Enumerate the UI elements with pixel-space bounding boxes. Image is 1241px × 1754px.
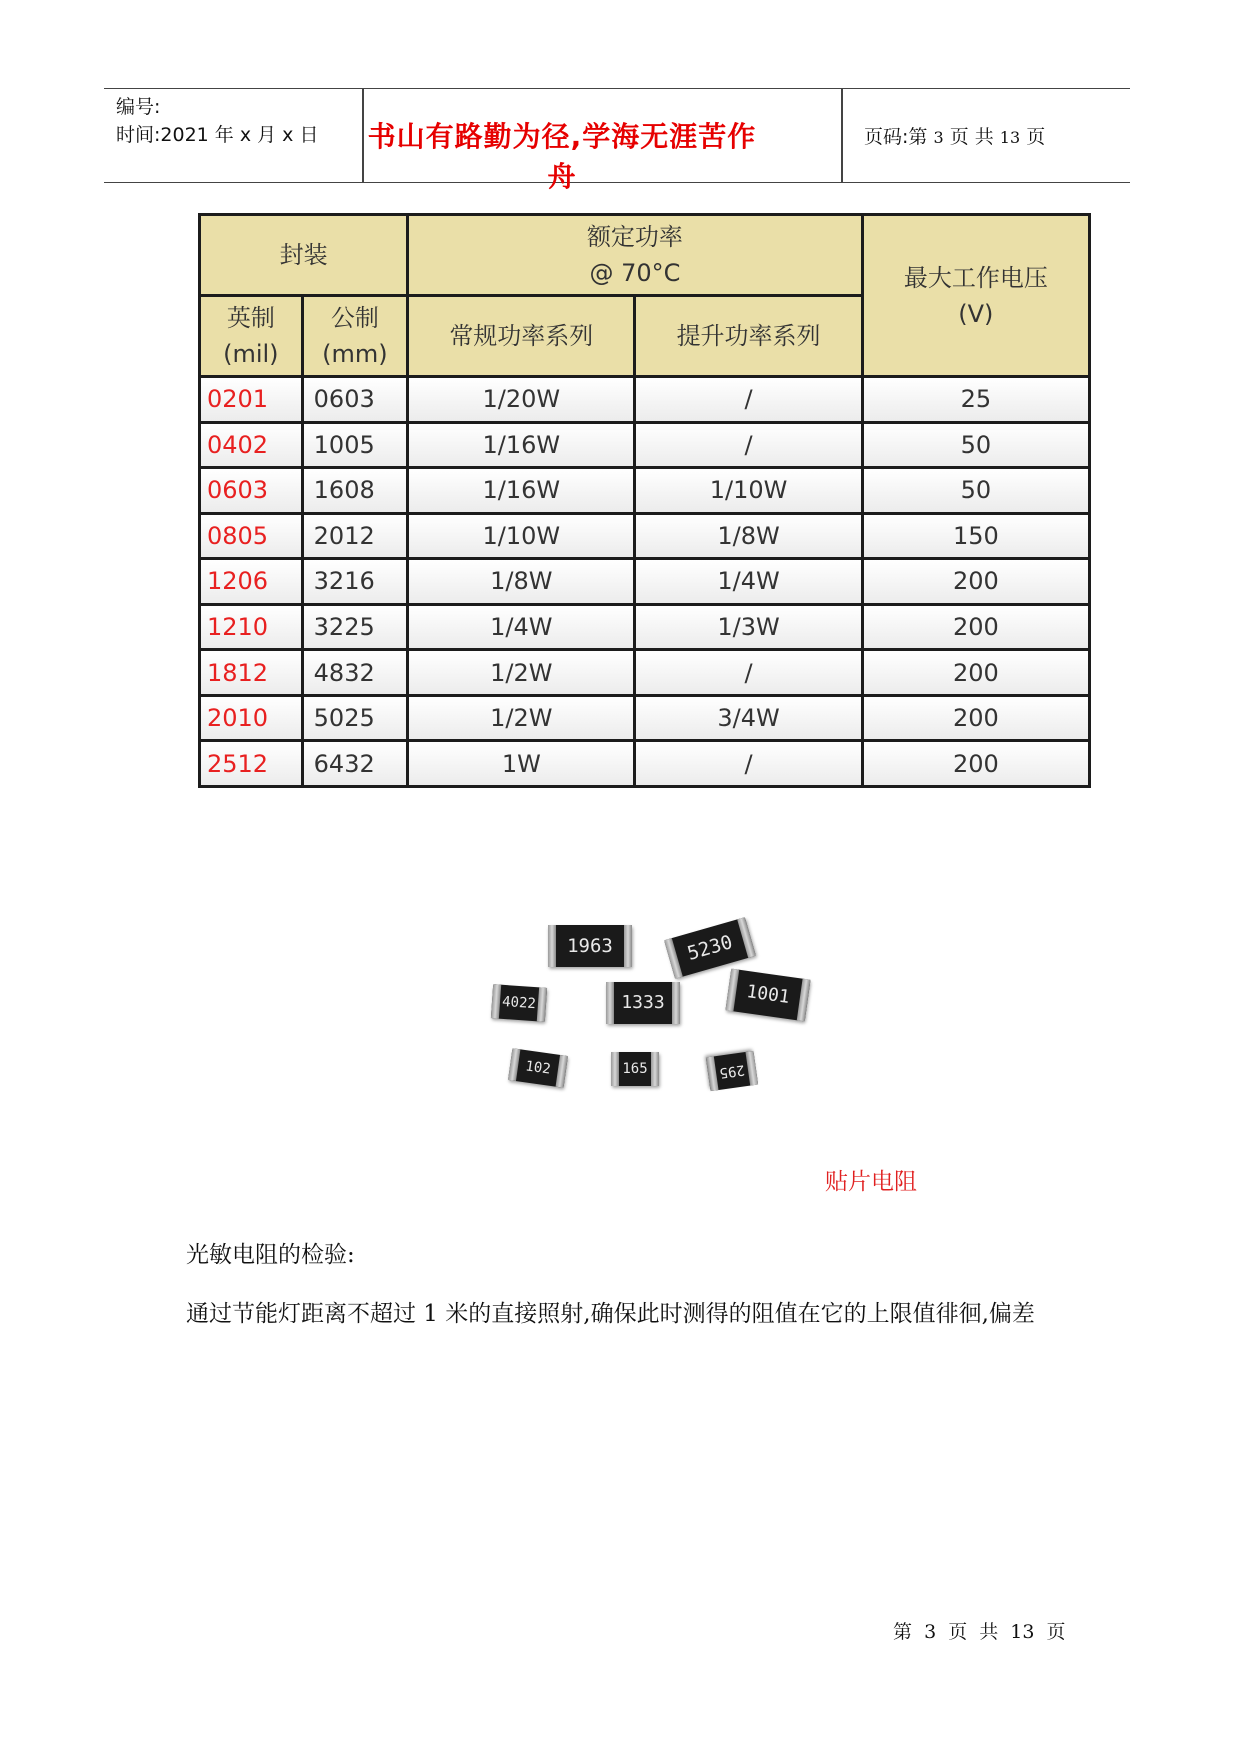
- cell-imperial: 1210: [201, 606, 301, 649]
- footer-page-total: 13: [1010, 1621, 1035, 1643]
- table-row: [201, 378, 1088, 421]
- header-metric-unit: (mm): [322, 340, 388, 368]
- header-metric: [304, 297, 407, 375]
- cell-normal-power: 1/10W: [409, 515, 633, 558]
- header-page-mid: 页 共: [949, 126, 994, 148]
- cell-metric: 3216: [304, 560, 407, 603]
- table-row: [201, 651, 1088, 694]
- smd-resistor-chip: 295: [706, 1051, 758, 1091]
- header-imperial-unit: (mil): [223, 340, 279, 368]
- body-paragraph: 通过节能灯距离不超过 1 米的直接照射,确保此时测得的阻值在它的上限值徘徊,偏差: [186, 1301, 1035, 1327]
- resistor-spec-table: [198, 213, 1091, 788]
- header-page-current: 3: [933, 128, 944, 147]
- cell-imperial: 0201: [201, 378, 301, 421]
- cell-boost-power: 3/4W: [636, 697, 860, 740]
- footer-prefix: 第: [893, 1621, 913, 1643]
- footer-page-current: 3: [924, 1621, 937, 1643]
- cell-boost-power: 1/8W: [636, 515, 860, 558]
- table-row: [201, 424, 1088, 467]
- cell-imperial: 1812: [201, 651, 301, 694]
- cell-voltage: 200: [864, 651, 1088, 694]
- cell-boost-power: 1/10W: [636, 469, 860, 512]
- cell-voltage: 50: [864, 424, 1088, 467]
- cell-metric: 1005: [304, 424, 407, 467]
- smd-resistor-chip: 1333: [606, 982, 680, 1024]
- smd-resistor-chip: 102: [508, 1048, 568, 1087]
- header-divider-left: [362, 89, 364, 182]
- table-row: [201, 697, 1088, 740]
- cell-normal-power: 1/4W: [409, 606, 633, 649]
- cell-normal-power: 1/8W: [409, 560, 633, 603]
- cell-boost-power: 1/4W: [636, 560, 860, 603]
- header-package: 封装: [201, 216, 406, 294]
- cell-imperial: 0805: [201, 515, 301, 558]
- page-header: [104, 88, 1130, 193]
- header-normal-power-series: 常规功率系列: [409, 297, 633, 375]
- header-imperial: [201, 297, 301, 375]
- cell-boost-power: 1/3W: [636, 606, 860, 649]
- cell-metric: 0603: [304, 378, 407, 421]
- header-meta: [116, 93, 318, 149]
- header-page-total: 13: [999, 128, 1021, 147]
- smd-resistor-chip: 4022: [491, 984, 547, 1022]
- header-page-suffix: 页: [1026, 126, 1046, 148]
- cell-metric: 3225: [304, 606, 407, 649]
- cell-imperial: 2512: [201, 742, 301, 785]
- cell-boost-power: /: [636, 742, 860, 785]
- cell-normal-power: 1W: [409, 742, 633, 785]
- cell-boost-power: /: [636, 651, 860, 694]
- cell-metric: 6432: [304, 742, 407, 785]
- footer-suffix: 页: [1046, 1621, 1066, 1643]
- header-imperial-title: 英制: [226, 304, 275, 332]
- table-row: [201, 469, 1088, 512]
- cell-normal-power: 1/16W: [409, 424, 633, 467]
- table-row: [201, 606, 1088, 649]
- document-time: 时间:2021 年 x 月 x 日: [116, 124, 319, 146]
- header-page-indicator: [864, 122, 1045, 149]
- table-row: [201, 515, 1088, 558]
- smd-resistor-chip: 1963: [548, 925, 632, 967]
- cell-boost-power: /: [636, 424, 860, 467]
- header-page-prefix: 页码:第: [864, 126, 928, 148]
- cell-imperial: 0402: [201, 424, 301, 467]
- header-max-voltage-title: 最大工作电压: [903, 263, 1048, 292]
- header-rated-power: [409, 216, 861, 294]
- figure-caption: 贴片电阻: [825, 1169, 917, 1195]
- page-footer: [893, 1617, 1066, 1644]
- cell-normal-power: 1/2W: [409, 651, 633, 694]
- footer-mid: 页 共: [948, 1621, 999, 1643]
- cell-voltage: 200: [864, 742, 1088, 785]
- header-metric-title: 公制: [330, 304, 379, 332]
- header-motto: 书山有路勤为径,学海无涯苦作舟: [367, 120, 757, 193]
- cell-voltage: 200: [864, 697, 1088, 740]
- header-rated-power-title: 额定功率: [586, 223, 683, 251]
- cell-voltage: 200: [864, 606, 1088, 649]
- table-row: [201, 742, 1088, 785]
- header-max-voltage-unit: (V): [958, 299, 994, 328]
- cell-normal-power: 1/2W: [409, 697, 633, 740]
- cell-imperial: 2010: [201, 697, 301, 740]
- header-rated-power-condition: @ 70°C: [589, 259, 681, 287]
- cell-voltage: 150: [864, 515, 1088, 558]
- header-divider-right: [841, 89, 843, 182]
- header-max-voltage: [864, 216, 1088, 375]
- smd-resistor-chip: 165: [611, 1052, 659, 1086]
- smd-resistor-chip: 5230: [664, 917, 756, 979]
- cell-normal-power: 1/20W: [409, 378, 633, 421]
- table-row: [201, 560, 1088, 603]
- cell-metric: 1608: [304, 469, 407, 512]
- smd-resistor-chip: 1001: [725, 969, 810, 1022]
- document-number-label: 编号:: [116, 96, 161, 118]
- cell-metric: 4832: [304, 651, 407, 694]
- header-boost-power-series: 提升功率系列: [636, 297, 860, 375]
- resistor-spec-table-frame: [198, 213, 1091, 788]
- cell-metric: 2012: [304, 515, 407, 558]
- section-title: 光敏电阻的检验:: [186, 1242, 355, 1268]
- cell-metric: 5025: [304, 697, 407, 740]
- cell-boost-power: /: [636, 378, 860, 421]
- cell-imperial: 0603: [201, 469, 301, 512]
- cell-voltage: 50: [864, 469, 1088, 512]
- cell-voltage: 200: [864, 560, 1088, 603]
- cell-imperial: 1206: [201, 560, 301, 603]
- smd-resistor-photo: [480, 912, 820, 1102]
- cell-voltage: 25: [864, 378, 1088, 421]
- cell-normal-power: 1/16W: [409, 469, 633, 512]
